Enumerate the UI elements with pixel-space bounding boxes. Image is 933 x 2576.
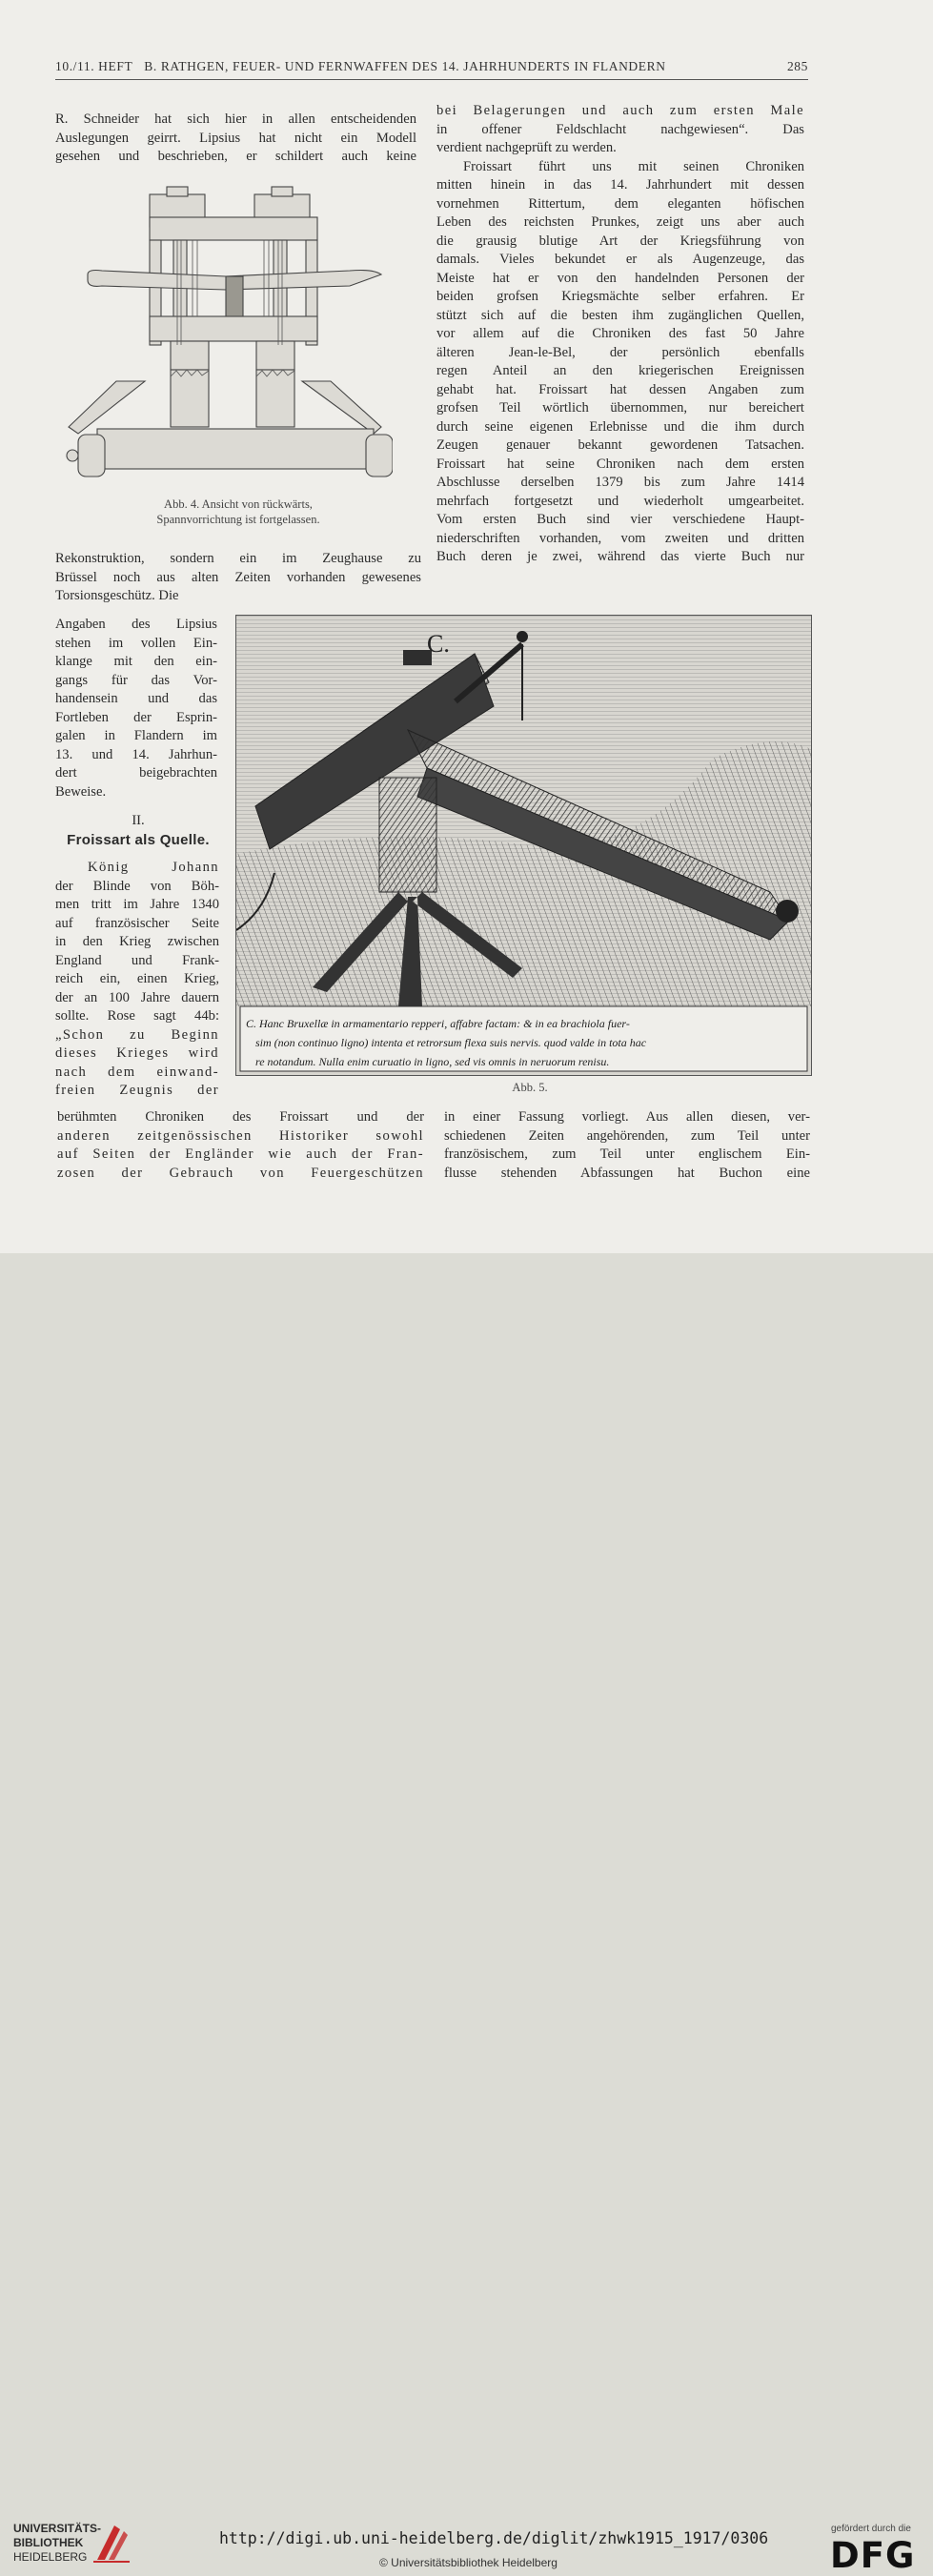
text-line: men tritt im Jahre 1340 (55, 897, 219, 912)
figure-5-engraving (235, 615, 812, 1076)
text-line: schiedenen Zeiten angehörenden, zum Teil unter (444, 1127, 810, 1144)
copyright-notice: © Universitätsbibliothek Heidelberg (379, 2556, 558, 2569)
text-line: gesehen und beschrieben, er schildert auch keine (55, 149, 416, 164)
bottom-left-text (57, 1108, 424, 1183)
figure-5-latin-inscription (246, 1014, 803, 1071)
text-line: Brüssel noch aus alten Zeiten vorhanden gewesenes (55, 569, 421, 585)
permalink-url[interactable]: http://digi.ub.uni-heidelberg.de/diglit/zhwk1915_1917/0306 (219, 2529, 769, 2547)
text-line: stehen im vollen Ein- (55, 635, 217, 651)
text-line: Fortleben der Esprin- (55, 709, 217, 725)
section-number: II. (132, 813, 145, 828)
text-line: 13. und 14. Jahrhun- (55, 746, 217, 762)
text-line: Angaben des Lipsius (55, 617, 217, 632)
text-line: älteren Jean-le-Bel, der persönlich ebenfalls (436, 344, 804, 360)
figure-4-catapult-drawing (59, 181, 393, 496)
caption-line: Abb. 4. Ansicht von rückwärts, (164, 497, 313, 511)
text-line: verdient nachgeprüft zu werden. (436, 140, 617, 155)
caption-line: Spannvorrichtung ist fortgelassen. (156, 513, 320, 526)
text-line: klange mit den ein- (55, 654, 217, 669)
inscription-line: sim (non continuo ligno) intenta et retrorsum flexa suis nervis. quod valde in tota hac (255, 1036, 647, 1049)
left-section-text (55, 859, 219, 1101)
library-line: HEIDELBERG (13, 2550, 88, 2564)
text-line: vor allem auf die Chroniken des fast 50 Jahre (436, 326, 804, 341)
text-line: der Blinde von Böh- (55, 878, 219, 894)
library-line: UNIVERSITÄTS- (13, 2522, 102, 2535)
text-line: berühmten Chroniken des Froissart und der (57, 1109, 424, 1125)
text-line: freien Zeugnis der (55, 1083, 219, 1098)
text-line: Zeugen genauer bekannt gewordenen Tatsachen. (436, 437, 804, 453)
left-mid-text (55, 550, 421, 606)
left-narrow-text (55, 616, 217, 801)
text-line: Buch deren je zwei, während das vierte Buch nur (436, 549, 804, 564)
header-issue: 10./11. HEFT (55, 59, 133, 73)
text-line: flusse stehenden Abfassungen hat Buchon eine (444, 1165, 810, 1181)
text-line: Auslegungen geirrt. Lipsius hat nicht ein Modell (55, 130, 416, 146)
engraving-illustration (236, 616, 811, 1075)
text-line: Abschlusse derselben 1379 bis zum Jahre 1414 (436, 475, 804, 490)
figure-4-caption (59, 497, 417, 527)
section-title: Froissart als Quelle. (67, 832, 210, 848)
text-line: in den Krieg zwischen (55, 934, 219, 949)
text-line: damals. Vieles bekundet er als Augenzeuge, das (436, 252, 804, 267)
text-line: auf französischer Seite (55, 915, 219, 931)
figure-5-label: C. (427, 630, 450, 658)
text-line: „Schon zu Beginn (55, 1026, 219, 1043)
text-line: beiden grofsen Kriegsmächte selber erfahren. Er (436, 289, 804, 304)
text-line: dieses Krieges wird (55, 1045, 219, 1061)
text-line: in offener Feldschlacht nachgewiesen“. Das (436, 121, 804, 137)
text-line: dert beigebrachten (55, 765, 217, 781)
text-line: der an 100 Jahre dauern (55, 989, 219, 1005)
text-line: anderen zeitgenössischen Historiker sowohl (57, 1127, 424, 1144)
library-line: BIBLIOTHEK (13, 2536, 84, 2549)
viewer-footer (0, 1253, 933, 2576)
funding-note: gefördert durch die (831, 2524, 911, 2534)
text-line: sollte. Rose sagt 44b: (55, 1008, 219, 1024)
document-page (0, 0, 933, 1253)
inscription-line: C. Hanc Bruxellæ in armamentario repperi, affabre factam: & in ea brachiola fuer- (246, 1017, 630, 1030)
text-line: galen in Flandern im (55, 728, 217, 743)
text-line: mitten hinein in das 14. Jahrhundert mit dessen (436, 177, 804, 193)
text-line: handensein und das (55, 691, 217, 706)
text-line: niederschriften vorhanden, vom zweiten und dritten (436, 530, 804, 546)
header-rule (55, 79, 808, 80)
text-line: in einer Fassung vorliegt. Aus allen diesen, ver- (444, 1109, 810, 1125)
text-line: gehabt hat. Froissart hat dessen Angaben zum (436, 381, 804, 397)
text-line: Torsionsgeschütz. Die (55, 588, 179, 603)
dfg-logo: DFG (830, 2535, 916, 2576)
figure-5-caption: Abb. 5. (512, 1081, 548, 1094)
bottom-right-text (444, 1108, 810, 1183)
page-number: 285 (786, 59, 808, 73)
text-line: vornehmen Rittertum, dem eleganten höfischen (436, 195, 804, 212)
text-line: bei Belagerungen und auch zum ersten Male (436, 103, 804, 118)
text-line: regen Anteil an den kriegerischen Ereignissen (436, 363, 804, 378)
text-line: auf Seiten der Engländer wie auch der Fran- (57, 1146, 424, 1162)
text-line: Froissart hat seine Chroniken nach dem ersten (436, 456, 804, 472)
text-line: stützt sich auf die besten ihm zugänglichen Quellen, (436, 307, 804, 323)
text-line: französischem, zum Teil unter englischem Ein- (444, 1146, 810, 1162)
text-line: die grausig blutige Art der Kriegsführung von (436, 233, 804, 249)
text-line: Vom ersten Buch sind vier verschiedene Haupt- (436, 512, 804, 527)
library-name (13, 2522, 101, 2565)
text-line: mehrfach fortgesetzt und wiederholt umgearbeitet. (436, 493, 804, 509)
text-line: nach dem einwand- (55, 1064, 219, 1080)
text-line: gangs für das Vor- (55, 672, 217, 688)
text-line: Beweise. (55, 783, 107, 800)
text-line: Rekonstruktion, sondern ein im Zeughause zu (55, 551, 421, 566)
right-column-text (436, 102, 804, 567)
text-line: R. Schneider hat sich hier in allen entscheidenden (55, 112, 416, 127)
left-top-text (55, 111, 416, 167)
text-line: König Johann (88, 860, 219, 875)
text-line: zosen der Gebrauch von Feuergeschützen (57, 1165, 424, 1181)
text-line: durch seine eigenen Erlebnisse und die ihm durch (436, 418, 804, 435)
text-line: Leben des reichsten Prunkes, zeigt uns aber auch (436, 214, 804, 230)
text-line: reich ein, einen Krieg, (55, 971, 219, 986)
header-title: B. RATHGEN, FEUER- UND FERNWAFFEN DES 14. JAHRHUNDERTS IN FLANDERN (144, 59, 666, 73)
text-line: Meiste hat er von den handelnden Personen der (436, 270, 804, 286)
text-line: grofsen Teil wörtlich übernommen, nur bereichert (436, 400, 804, 416)
running-header (55, 59, 808, 74)
library-logo-icon (91, 2522, 132, 2566)
text-line: Froissart führt uns mit seinen Chroniken (463, 158, 804, 174)
text-line: England und Frank- (55, 952, 219, 968)
inscription-line: re notandum. Nulla enim curuatio in ligno, sed vis omnis in neruorum renisu. (255, 1055, 610, 1068)
